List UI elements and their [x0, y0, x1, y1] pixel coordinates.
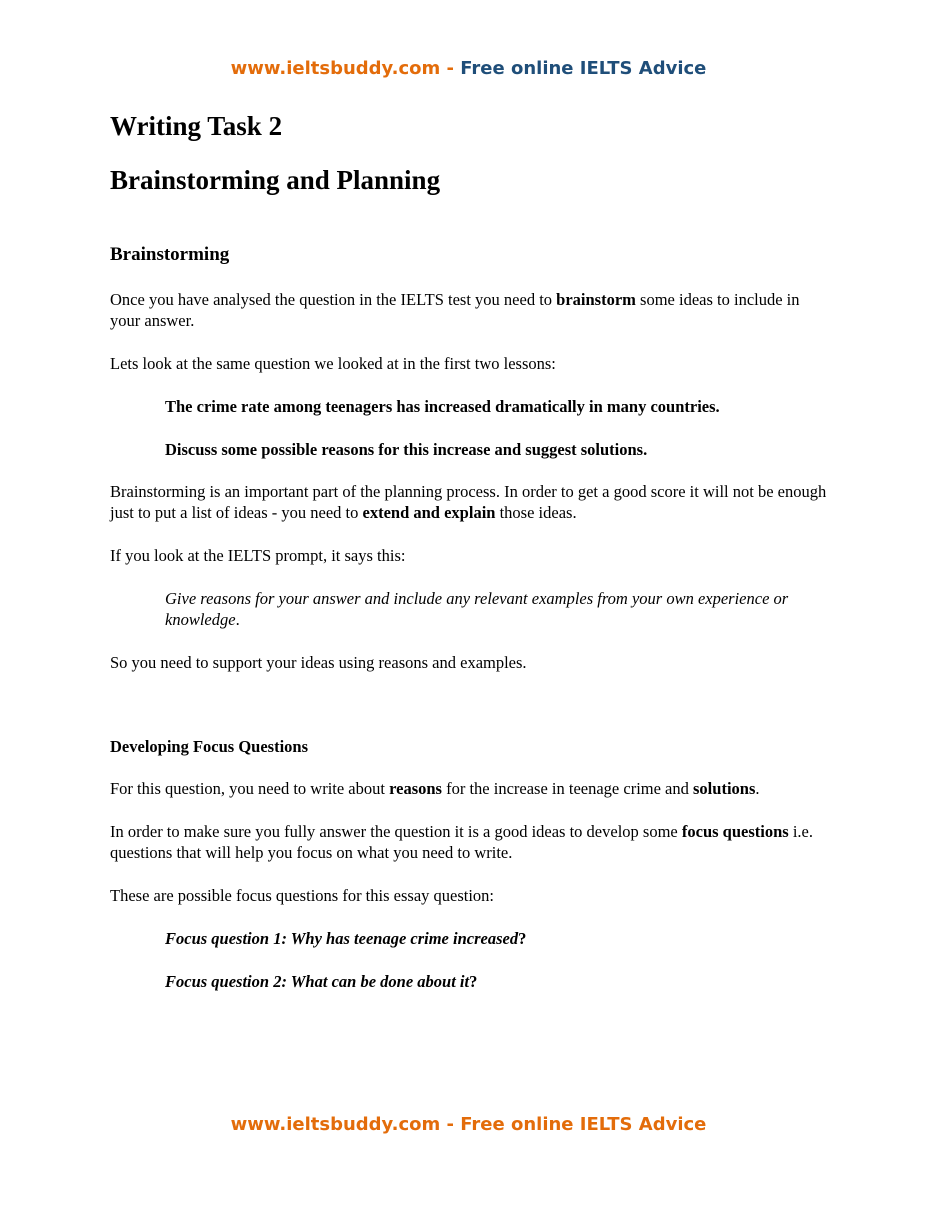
header-tagline: Free online IELTS Advice — [460, 58, 707, 79]
header-url: www.ieltsbuddy.com — [230, 58, 441, 79]
bold-run: solutions — [693, 779, 756, 798]
text-run: those ideas. — [495, 503, 577, 522]
text-run: For this question, you need to write about — [110, 779, 390, 798]
bold-italic-run: Focus question 1: Why has teenage crime increased — [165, 929, 519, 948]
text-run: . — [235, 610, 240, 629]
bold-run: reasons — [389, 779, 442, 798]
paragraph-analyse — [110, 289, 830, 331]
section-heading-focus-questions: Developing Focus Questions — [110, 737, 309, 756]
text-run: Once you have analysed the question in the IELTS test you need to — [110, 290, 557, 309]
header-separator: - — [440, 58, 461, 79]
focus-question-1 — [110, 928, 830, 949]
bold-run: ? — [518, 929, 527, 948]
footer-tagline: Free online IELTS Advice — [460, 1114, 707, 1135]
paragraph-focus-intro — [110, 821, 830, 863]
bold-run: extend and explain — [362, 503, 496, 522]
text-run: i.e. questions that will help you focus on what you need to write. — [110, 822, 813, 862]
paragraph-lets-look: Lets look at the same question we looked at in the first two lessons: — [110, 354, 556, 373]
paragraph-planning — [110, 481, 830, 523]
bold-italic-run: Focus question 2: What can be done about it — [165, 972, 470, 991]
paragraph-support: So you need to support your ideas using reasons and examples. — [110, 653, 527, 672]
page-subtitle: Brainstorming and Planning — [110, 165, 441, 195]
text-run: for the increase in teenage crime and — [441, 779, 694, 798]
text-run: some ideas to include in your answer. — [110, 290, 800, 330]
bold-run: brainstorm — [556, 290, 636, 309]
text-run: . — [755, 779, 760, 798]
bold-run: focus questions — [681, 822, 789, 841]
paragraph-possible-questions: These are possible focus questions for this essay question: — [110, 886, 495, 905]
text-run: In order to make sure you fully answer the question it is a good ideas to develop some — [110, 822, 682, 841]
paragraph-prompt-intro: If you look at the IELTS prompt, it says this: — [110, 546, 406, 565]
page-title: Writing Task 2 — [110, 111, 283, 141]
focus-question-2 — [110, 971, 830, 992]
essay-question-1: The crime rate among teenagers has increased dramatically in many countries. — [165, 397, 720, 416]
section-heading-brainstorming: Brainstorming — [110, 244, 230, 265]
prompt-quote — [110, 588, 830, 630]
bold-run: ? — [469, 972, 478, 991]
paragraph-reasons — [110, 778, 830, 799]
page-header — [0, 58, 937, 79]
text-run: Brainstorming is an important part of the planning process. In order to get a good score it will not be enough just to put a list of ideas - you need to — [110, 482, 827, 522]
document-body — [110, 108, 830, 992]
essay-question-2: Discuss some possible reasons for this increase and suggest solutions. — [165, 440, 648, 459]
footer-url: www.ieltsbuddy.com — [230, 1114, 441, 1135]
page-footer — [0, 1114, 937, 1135]
footer-separator: - — [440, 1114, 461, 1135]
italic-run: Give reasons for your answer and include any relevant examples from your own experience or knowledge — [165, 589, 789, 629]
